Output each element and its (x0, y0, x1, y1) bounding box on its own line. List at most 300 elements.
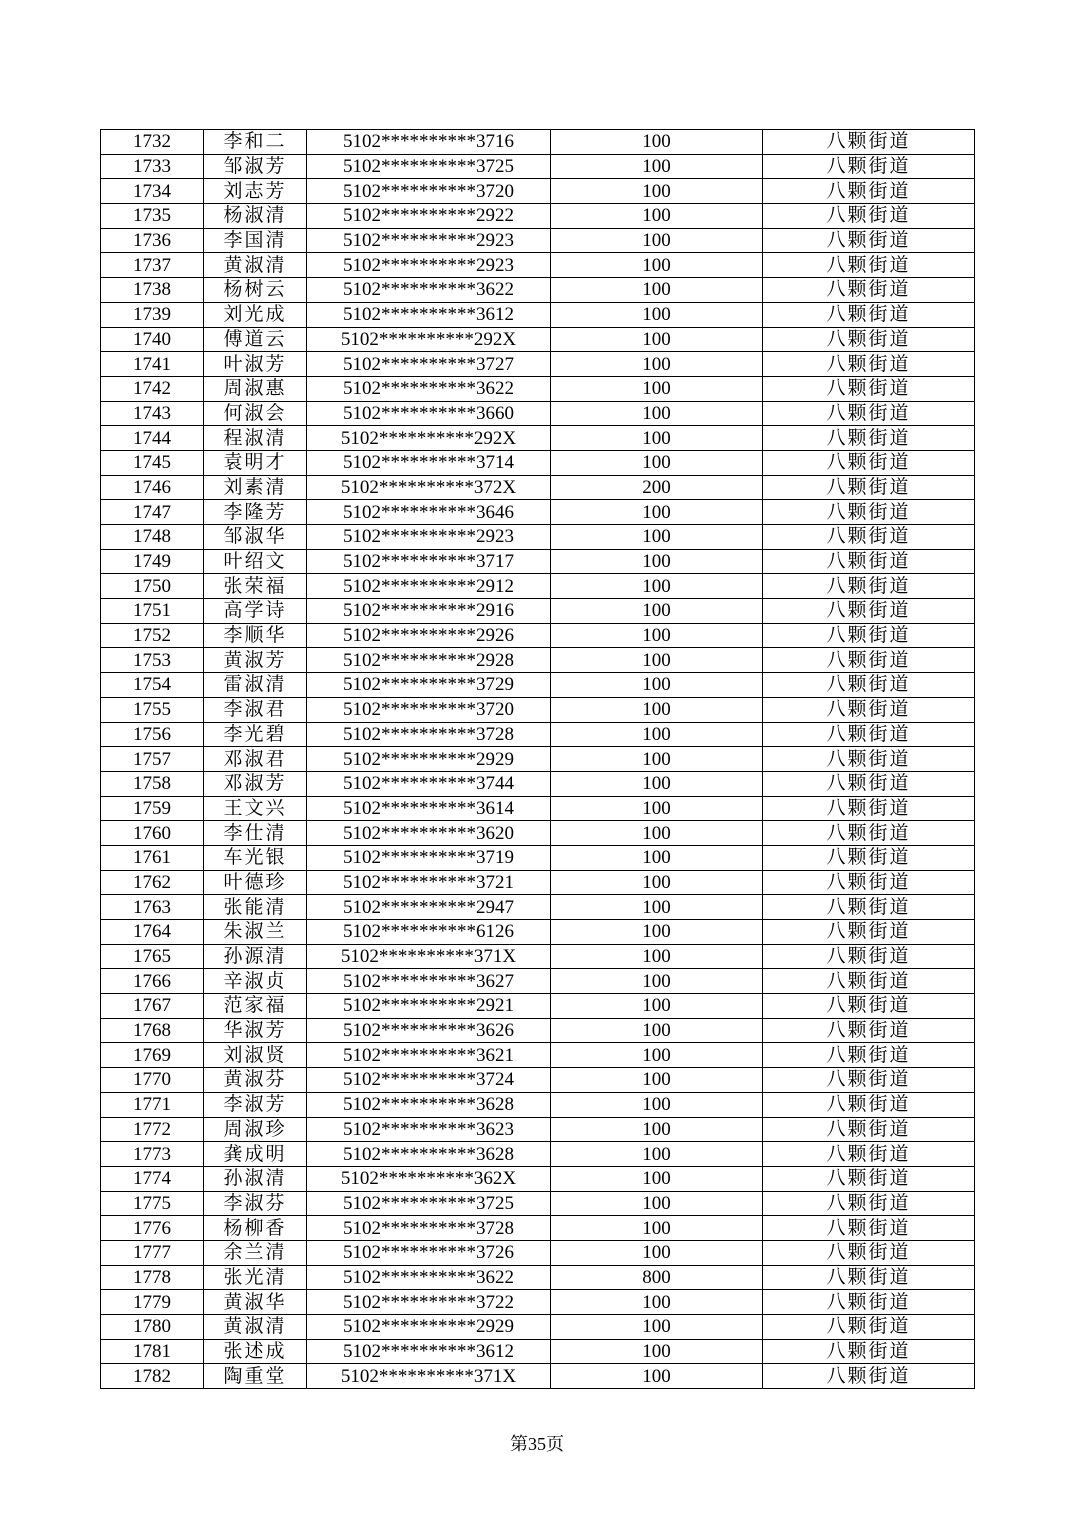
amount-cell: 100 (551, 771, 763, 796)
table-row (101, 648, 975, 673)
id-number-cell: 5102**********3614 (307, 796, 551, 821)
amount-cell: 100 (551, 648, 763, 673)
id-number-cell: 5102**********3744 (307, 771, 551, 796)
amount-cell: 100 (551, 1290, 763, 1315)
street-cell: 八颗街道 (763, 549, 975, 574)
row-number-cell: 1759 (101, 796, 204, 821)
street-cell: 八颗街道 (763, 426, 975, 451)
name-cell: 李和二 (204, 130, 307, 155)
row-number-cell: 1780 (101, 1315, 204, 1340)
name-cell: 叶绍文 (204, 549, 307, 574)
amount-cell: 100 (551, 549, 763, 574)
street-cell: 八颗街道 (763, 1191, 975, 1216)
street-cell: 八颗街道 (763, 253, 975, 278)
street-cell: 八颗街道 (763, 944, 975, 969)
street-cell: 八颗街道 (763, 1068, 975, 1093)
id-number-cell: 5102**********2921 (307, 994, 551, 1019)
row-number-cell: 1757 (101, 747, 204, 772)
name-cell: 周淑惠 (204, 376, 307, 401)
amount-cell: 100 (551, 845, 763, 870)
records-table-body (101, 130, 975, 1389)
street-cell: 八颗街道 (763, 821, 975, 846)
street-cell: 八颗街道 (763, 376, 975, 401)
row-number-cell: 1782 (101, 1364, 204, 1389)
row-number-cell: 1770 (101, 1068, 204, 1093)
amount-cell: 100 (551, 179, 763, 204)
id-number-cell: 5102**********371X (307, 1364, 551, 1389)
table-row (101, 944, 975, 969)
id-number-cell: 5102**********3622 (307, 376, 551, 401)
street-cell: 八颗街道 (763, 204, 975, 229)
street-cell: 八颗街道 (763, 130, 975, 155)
street-cell: 八颗街道 (763, 327, 975, 352)
amount-cell: 100 (551, 623, 763, 648)
table-row (101, 920, 975, 945)
amount-cell: 100 (551, 599, 763, 624)
amount-cell: 100 (551, 352, 763, 377)
amount-cell: 100 (551, 327, 763, 352)
id-number-cell: 5102**********3620 (307, 821, 551, 846)
name-cell: 叶淑芳 (204, 352, 307, 377)
table-row (101, 1240, 975, 1265)
table-row (101, 154, 975, 179)
id-number-cell: 5102**********292X (307, 426, 551, 451)
street-cell: 八颗街道 (763, 302, 975, 327)
amount-cell: 100 (551, 1166, 763, 1191)
name-cell: 雷淑清 (204, 673, 307, 698)
name-cell: 杨淑清 (204, 204, 307, 229)
amount-cell: 100 (551, 747, 763, 772)
name-cell: 华淑芳 (204, 1018, 307, 1043)
amount-cell: 100 (551, 673, 763, 698)
amount-cell: 100 (551, 1018, 763, 1043)
street-cell: 八颗街道 (763, 722, 975, 747)
table-row (101, 1315, 975, 1340)
row-number-cell: 1737 (101, 253, 204, 278)
name-cell: 邓淑君 (204, 747, 307, 772)
amount-cell: 100 (551, 1364, 763, 1389)
name-cell: 黄淑清 (204, 253, 307, 278)
table-row (101, 599, 975, 624)
row-number-cell: 1734 (101, 179, 204, 204)
street-cell: 八颗街道 (763, 154, 975, 179)
amount-cell: 100 (551, 1043, 763, 1068)
table-row (101, 475, 975, 500)
id-number-cell: 5102**********2923 (307, 525, 551, 550)
id-number-cell: 5102**********371X (307, 944, 551, 969)
name-cell: 张光清 (204, 1265, 307, 1290)
row-number-cell: 1758 (101, 771, 204, 796)
row-number-cell: 1756 (101, 722, 204, 747)
name-cell: 范家福 (204, 994, 307, 1019)
row-number-cell: 1781 (101, 1339, 204, 1364)
row-number-cell: 1765 (101, 944, 204, 969)
amount-cell: 100 (551, 426, 763, 451)
name-cell: 李淑芬 (204, 1191, 307, 1216)
name-cell: 李顺华 (204, 623, 307, 648)
row-number-cell: 1760 (101, 821, 204, 846)
table-row (101, 1265, 975, 1290)
amount-cell: 100 (551, 500, 763, 525)
row-number-cell: 1748 (101, 525, 204, 550)
table-row (101, 1043, 975, 1068)
table-row (101, 1068, 975, 1093)
amount-cell: 100 (551, 574, 763, 599)
table-row (101, 994, 975, 1019)
row-number-cell: 1764 (101, 920, 204, 945)
amount-cell: 100 (551, 821, 763, 846)
name-cell: 李光碧 (204, 722, 307, 747)
name-cell: 龚成明 (204, 1142, 307, 1167)
table-row (101, 796, 975, 821)
street-cell: 八颗街道 (763, 1315, 975, 1340)
name-cell: 孙淑清 (204, 1166, 307, 1191)
amount-cell: 100 (551, 722, 763, 747)
id-number-cell: 5102**********3726 (307, 1240, 551, 1265)
id-number-cell: 5102**********3622 (307, 1265, 551, 1290)
street-cell: 八颗街道 (763, 352, 975, 377)
street-cell: 八颗街道 (763, 1240, 975, 1265)
amount-cell: 100 (551, 1092, 763, 1117)
name-cell: 李国清 (204, 228, 307, 253)
id-number-cell: 5102**********3714 (307, 450, 551, 475)
street-cell: 八颗街道 (763, 1290, 975, 1315)
amount-cell: 100 (551, 697, 763, 722)
id-number-cell: 5102**********2923 (307, 253, 551, 278)
id-number-cell: 5102**********3725 (307, 154, 551, 179)
street-cell: 八颗街道 (763, 401, 975, 426)
amount-cell: 100 (551, 944, 763, 969)
id-number-cell: 5102**********362X (307, 1166, 551, 1191)
row-number-cell: 1753 (101, 648, 204, 673)
row-number-cell: 1733 (101, 154, 204, 179)
table-row (101, 747, 975, 772)
id-number-cell: 5102**********3660 (307, 401, 551, 426)
row-number-cell: 1736 (101, 228, 204, 253)
name-cell: 黄淑华 (204, 1290, 307, 1315)
id-number-cell: 5102**********3717 (307, 549, 551, 574)
table-row (101, 327, 975, 352)
row-number-cell: 1779 (101, 1290, 204, 1315)
id-number-cell: 5102**********2926 (307, 623, 551, 648)
table-row (101, 302, 975, 327)
street-cell: 八颗街道 (763, 1364, 975, 1389)
amount-cell: 100 (551, 278, 763, 303)
row-number-cell: 1750 (101, 574, 204, 599)
table-row (101, 549, 975, 574)
table-row (101, 870, 975, 895)
street-cell: 八颗街道 (763, 648, 975, 673)
street-cell: 八颗街道 (763, 1043, 975, 1068)
name-cell: 张述成 (204, 1339, 307, 1364)
id-number-cell: 5102**********292X (307, 327, 551, 352)
street-cell: 八颗街道 (763, 920, 975, 945)
id-number-cell: 5102**********2916 (307, 599, 551, 624)
row-number-cell: 1735 (101, 204, 204, 229)
row-number-cell: 1776 (101, 1216, 204, 1241)
name-cell: 张荣福 (204, 574, 307, 599)
row-number-cell: 1741 (101, 352, 204, 377)
table-row (101, 969, 975, 994)
row-number-cell: 1768 (101, 1018, 204, 1043)
id-number-cell: 5102**********3727 (307, 352, 551, 377)
row-number-cell: 1732 (101, 130, 204, 155)
table-row (101, 771, 975, 796)
street-cell: 八颗街道 (763, 697, 975, 722)
amount-cell: 100 (551, 1117, 763, 1142)
amount-cell: 100 (551, 1315, 763, 1340)
name-cell: 程淑清 (204, 426, 307, 451)
table-row (101, 1216, 975, 1241)
row-number-cell: 1739 (101, 302, 204, 327)
street-cell: 八颗街道 (763, 525, 975, 550)
id-number-cell: 5102**********2912 (307, 574, 551, 599)
amount-cell: 100 (551, 525, 763, 550)
street-cell: 八颗街道 (763, 1216, 975, 1241)
table-row (101, 525, 975, 550)
amount-cell: 100 (551, 920, 763, 945)
street-cell: 八颗街道 (763, 228, 975, 253)
id-number-cell: 5102**********3725 (307, 1191, 551, 1216)
street-cell: 八颗街道 (763, 969, 975, 994)
amount-cell: 100 (551, 994, 763, 1019)
table-row (101, 697, 975, 722)
id-number-cell: 5102**********2947 (307, 895, 551, 920)
table-row (101, 821, 975, 846)
table-row (101, 1092, 975, 1117)
street-cell: 八颗街道 (763, 1018, 975, 1043)
amount-cell: 100 (551, 1191, 763, 1216)
amount-cell: 100 (551, 376, 763, 401)
row-number-cell: 1755 (101, 697, 204, 722)
id-number-cell: 5102**********372X (307, 475, 551, 500)
name-cell: 陶重堂 (204, 1364, 307, 1389)
page-number: 第35页 (510, 1434, 564, 1454)
street-cell: 八颗街道 (763, 1142, 975, 1167)
id-number-cell: 5102**********3612 (307, 302, 551, 327)
name-cell: 刘光成 (204, 302, 307, 327)
amount-cell: 100 (551, 154, 763, 179)
amount-cell: 100 (551, 1216, 763, 1241)
table-row (101, 1117, 975, 1142)
table-row (101, 500, 975, 525)
id-number-cell: 5102**********2922 (307, 204, 551, 229)
street-cell: 八颗街道 (763, 500, 975, 525)
street-cell: 八颗街道 (763, 845, 975, 870)
id-number-cell: 5102**********3728 (307, 1216, 551, 1241)
table-row (101, 845, 975, 870)
name-cell: 刘淑贤 (204, 1043, 307, 1068)
name-cell: 朱淑兰 (204, 920, 307, 945)
name-cell: 杨柳香 (204, 1216, 307, 1241)
amount-cell: 100 (551, 1339, 763, 1364)
amount-cell: 100 (551, 870, 763, 895)
id-number-cell: 5102**********3721 (307, 870, 551, 895)
street-cell: 八颗街道 (763, 994, 975, 1019)
id-number-cell: 5102**********3627 (307, 969, 551, 994)
name-cell: 李淑芳 (204, 1092, 307, 1117)
name-cell: 王文兴 (204, 796, 307, 821)
row-number-cell: 1772 (101, 1117, 204, 1142)
street-cell: 八颗街道 (763, 450, 975, 475)
name-cell: 叶德珍 (204, 870, 307, 895)
name-cell: 邓淑芳 (204, 771, 307, 796)
street-cell: 八颗街道 (763, 673, 975, 698)
table-row (101, 623, 975, 648)
table-row (101, 722, 975, 747)
row-number-cell: 1738 (101, 278, 204, 303)
name-cell: 邹淑芳 (204, 154, 307, 179)
street-cell: 八颗街道 (763, 623, 975, 648)
name-cell: 周淑珍 (204, 1117, 307, 1142)
name-cell: 高学诗 (204, 599, 307, 624)
amount-cell: 100 (551, 204, 763, 229)
row-number-cell: 1773 (101, 1142, 204, 1167)
amount-cell: 100 (551, 130, 763, 155)
id-number-cell: 5102**********6126 (307, 920, 551, 945)
row-number-cell: 1742 (101, 376, 204, 401)
name-cell: 余兰清 (204, 1240, 307, 1265)
name-cell: 黄淑清 (204, 1315, 307, 1340)
table-row (101, 1191, 975, 1216)
id-number-cell: 5102**********3622 (307, 278, 551, 303)
row-number-cell: 1778 (101, 1265, 204, 1290)
street-cell: 八颗街道 (763, 796, 975, 821)
street-cell: 八颗街道 (763, 179, 975, 204)
row-number-cell: 1745 (101, 450, 204, 475)
street-cell: 八颗街道 (763, 771, 975, 796)
id-number-cell: 5102**********3626 (307, 1018, 551, 1043)
table-row (101, 228, 975, 253)
amount-cell: 200 (551, 475, 763, 500)
id-number-cell: 5102**********2928 (307, 648, 551, 673)
row-number-cell: 1746 (101, 475, 204, 500)
id-number-cell: 5102**********3728 (307, 722, 551, 747)
table-row (101, 1142, 975, 1167)
table-row (101, 895, 975, 920)
row-number-cell: 1747 (101, 500, 204, 525)
table-row (101, 426, 975, 451)
amount-cell: 100 (551, 1142, 763, 1167)
table-row (101, 1166, 975, 1191)
table-row (101, 1018, 975, 1043)
name-cell: 何淑会 (204, 401, 307, 426)
table-row (101, 278, 975, 303)
id-number-cell: 5102**********2923 (307, 228, 551, 253)
id-number-cell: 5102**********3720 (307, 697, 551, 722)
table-row (101, 253, 975, 278)
amount-cell: 100 (551, 969, 763, 994)
name-cell: 李淑君 (204, 697, 307, 722)
name-cell: 刘素清 (204, 475, 307, 500)
row-number-cell: 1754 (101, 673, 204, 698)
street-cell: 八颗街道 (763, 475, 975, 500)
street-cell: 八颗街道 (763, 747, 975, 772)
street-cell: 八颗街道 (763, 1265, 975, 1290)
row-number-cell: 1777 (101, 1240, 204, 1265)
row-number-cell: 1749 (101, 549, 204, 574)
id-number-cell: 5102**********3719 (307, 845, 551, 870)
table-row (101, 376, 975, 401)
row-number-cell: 1743 (101, 401, 204, 426)
amount-cell: 100 (551, 253, 763, 278)
street-cell: 八颗街道 (763, 870, 975, 895)
street-cell: 八颗街道 (763, 1339, 975, 1364)
id-number-cell: 5102**********3621 (307, 1043, 551, 1068)
name-cell: 傅道云 (204, 327, 307, 352)
amount-cell: 100 (551, 450, 763, 475)
street-cell: 八颗街道 (763, 1166, 975, 1191)
name-cell: 孙源清 (204, 944, 307, 969)
row-number-cell: 1751 (101, 599, 204, 624)
id-number-cell: 5102**********3722 (307, 1290, 551, 1315)
row-number-cell: 1771 (101, 1092, 204, 1117)
row-number-cell: 1767 (101, 994, 204, 1019)
name-cell: 刘志芳 (204, 179, 307, 204)
street-cell: 八颗街道 (763, 278, 975, 303)
row-number-cell: 1774 (101, 1166, 204, 1191)
table-row (101, 179, 975, 204)
name-cell: 张能清 (204, 895, 307, 920)
name-cell: 袁明才 (204, 450, 307, 475)
row-number-cell: 1744 (101, 426, 204, 451)
table-row (101, 130, 975, 155)
amount-cell: 100 (551, 796, 763, 821)
table-row (101, 450, 975, 475)
street-cell: 八颗街道 (763, 574, 975, 599)
records-table (100, 129, 975, 1389)
amount-cell: 100 (551, 895, 763, 920)
row-number-cell: 1752 (101, 623, 204, 648)
row-number-cell: 1761 (101, 845, 204, 870)
id-number-cell: 5102**********3646 (307, 500, 551, 525)
name-cell: 车光银 (204, 845, 307, 870)
row-number-cell: 1763 (101, 895, 204, 920)
table-row (101, 352, 975, 377)
street-cell: 八颗街道 (763, 599, 975, 624)
table-row (101, 1364, 975, 1389)
amount-cell: 100 (551, 1240, 763, 1265)
row-number-cell: 1762 (101, 870, 204, 895)
row-number-cell: 1775 (101, 1191, 204, 1216)
amount-cell: 800 (551, 1265, 763, 1290)
id-number-cell: 5102**********3729 (307, 673, 551, 698)
name-cell: 辛淑贞 (204, 969, 307, 994)
table-row (101, 401, 975, 426)
name-cell: 黄淑芬 (204, 1068, 307, 1093)
amount-cell: 100 (551, 228, 763, 253)
id-number-cell: 5102**********3628 (307, 1142, 551, 1167)
amount-cell: 100 (551, 1068, 763, 1093)
id-number-cell: 5102**********3623 (307, 1117, 551, 1142)
id-number-cell: 5102**********3628 (307, 1092, 551, 1117)
street-cell: 八颗街道 (763, 1117, 975, 1142)
table-row (101, 673, 975, 698)
street-cell: 八颗街道 (763, 895, 975, 920)
table-row (101, 574, 975, 599)
table-row (101, 1290, 975, 1315)
row-number-cell: 1766 (101, 969, 204, 994)
id-number-cell: 5102**********2929 (307, 747, 551, 772)
id-number-cell: 5102**********2929 (307, 1315, 551, 1340)
id-number-cell: 5102**********3716 (307, 130, 551, 155)
row-number-cell: 1769 (101, 1043, 204, 1068)
id-number-cell: 5102**********3724 (307, 1068, 551, 1093)
street-cell: 八颗街道 (763, 1092, 975, 1117)
name-cell: 黄淑芳 (204, 648, 307, 673)
amount-cell: 100 (551, 302, 763, 327)
amount-cell: 100 (551, 401, 763, 426)
